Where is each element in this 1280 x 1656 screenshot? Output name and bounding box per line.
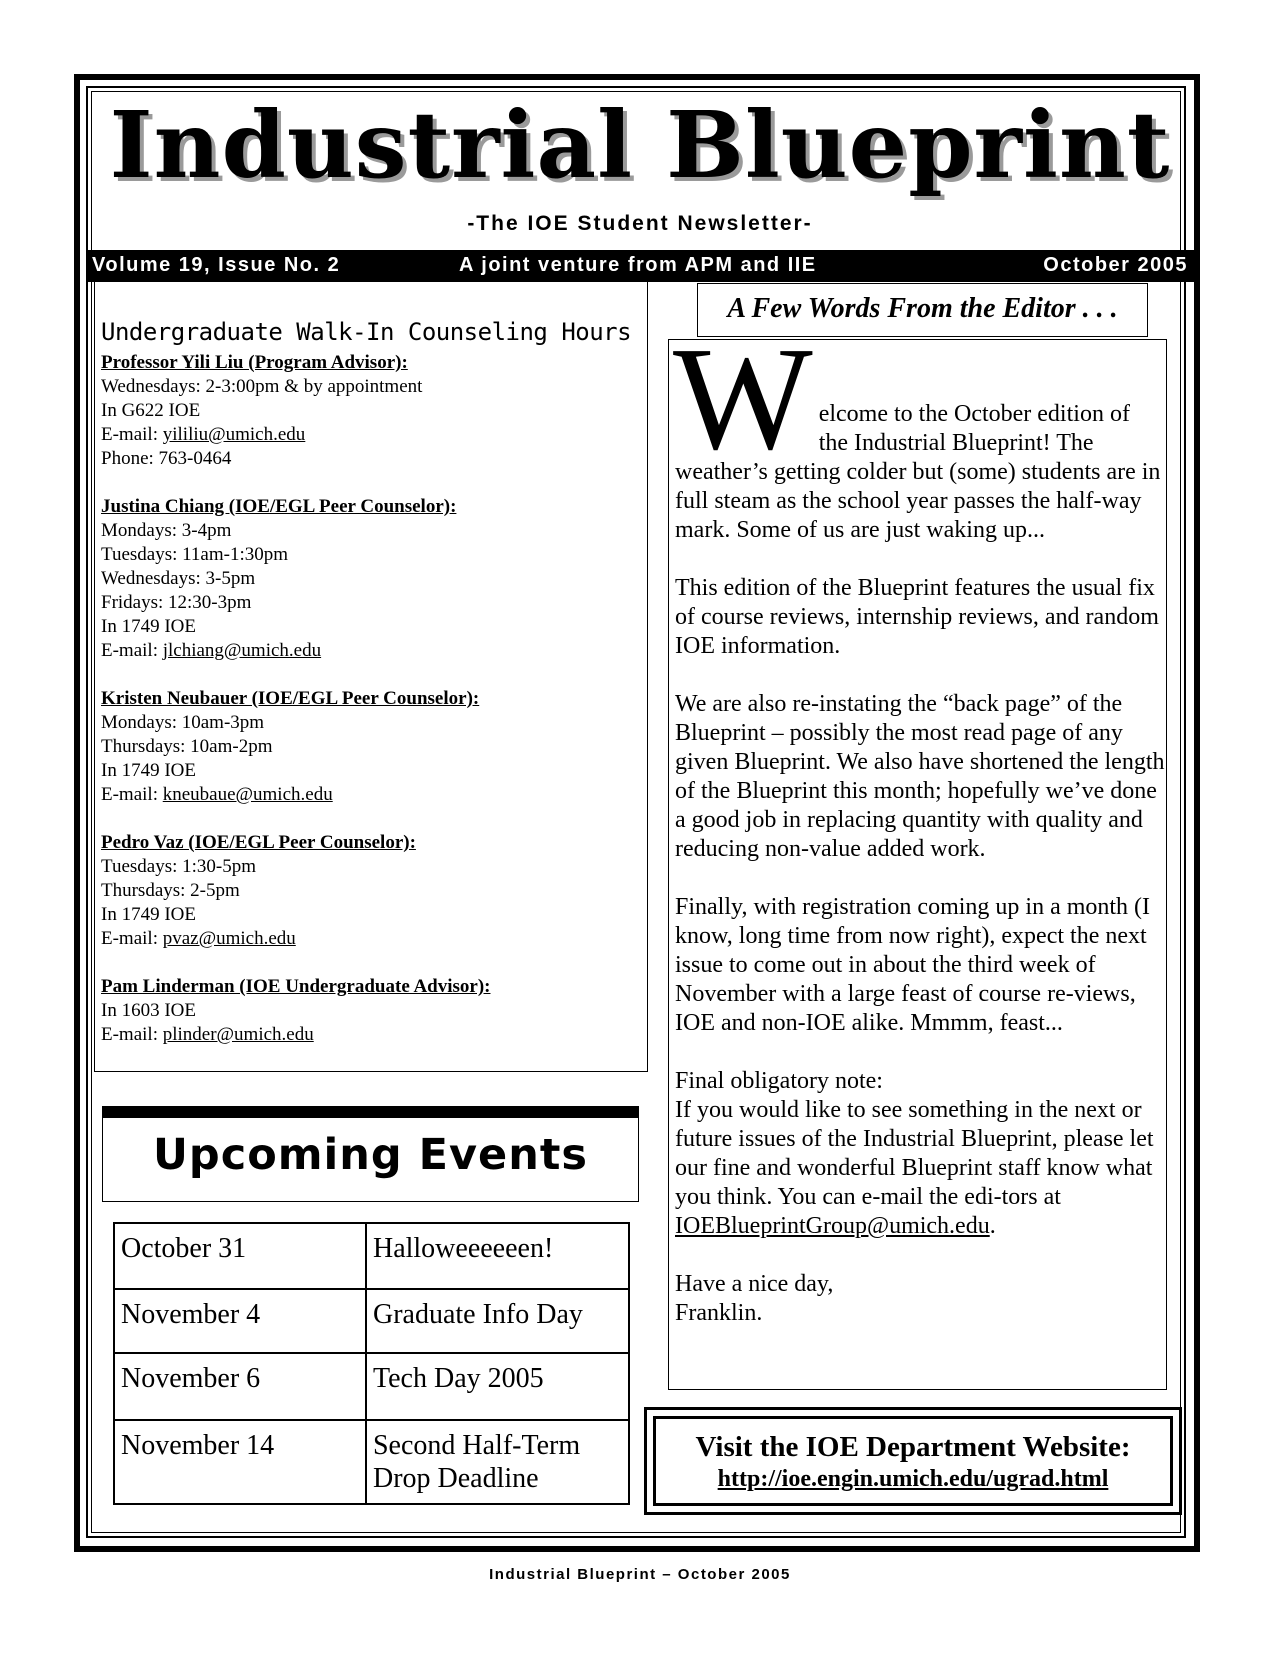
editor-paragraph: Final obligatory note: If you would like to see something in the next or future issues of the Industrial Blueprint, please let our fine and wonderful Blueprint staff know what you think. You can e-mail the edi-tors at IOEBlueprintGroup@umich.edu. [675,1068,1154,1239]
counselor-email-link[interactable]: yililiu@umich.edu [162,424,306,445]
counselor-entry [101,975,491,1047]
counselor-hours: Thursdays: 2-5pm [101,880,240,901]
counseling-title: Undergraduate Walk-In Counseling Hours [101,318,632,346]
newsletter-title: Industrial Blueprint [109,91,1171,199]
table-row [114,1353,629,1420]
issue-venture: A joint venture from APM and IIE [459,254,817,276]
counselor-email-link[interactable]: kneubaue@umich.edu [162,784,333,805]
counselor-name: Justina Chiang (IOE/EGL Peer Counselor): [101,496,457,517]
editor-paragraph: Welcome to the October edition of the Industrial Blueprint! The weather’s getting colder but (some) students are in full steam as the school year passes the half-way mark. Some of us are just waking up... [673,317,1161,543]
editor-heading: A Few Words From the Editor . . . [697,283,1148,337]
editors-email-link[interactable]: IOEBlueprintGroup@umich.edu [675,1213,990,1239]
counselor-name: Pam Linderman (IOE Undergraduate Advisor): [101,976,491,997]
event-date: November 14 [114,1420,366,1504]
counselor-name: Professor Yili Liu (Program Advisor): [101,352,408,373]
counselor-room: In G622 IOE [101,400,201,421]
counselor-name: Pedro Vaz (IOE/EGL Peer Counselor): [101,832,416,853]
event-name: Graduate Info Day [366,1289,629,1353]
issue-date: October 2005 [1043,254,1188,276]
counselor-room: In 1749 IOE [101,616,196,637]
table-row [114,1289,629,1353]
editor-paragraph: This edition of the Blueprint features the usual fix of course reviews, internship reviews, and random IOE information. [675,575,1159,659]
counselor-email-link[interactable]: plinder@umich.edu [162,1024,314,1045]
counselor-email-line: E-mail: jlchiang@umich.edu [101,640,322,661]
table-row [114,1420,629,1504]
issue-bar [86,250,1196,282]
website-title: Visit the IOE Department Website: [695,1431,1131,1463]
counselor-room: In 1749 IOE [101,760,196,781]
table-row [114,1223,629,1289]
event-name: Second Half-Term Drop Deadline [366,1420,629,1504]
event-name: Tech Day 2005 [366,1353,629,1420]
events-header-box [102,1106,639,1202]
counselor-hours: Fridays: 12:30-3pm [101,592,252,613]
event-name: Halloweeeeeen! [366,1223,629,1289]
editor-letter [673,317,1165,1357]
page-footer: Industrial Blueprint – October 2005 [489,1566,791,1583]
counselor-email-line: E-mail: pvaz@umich.edu [101,928,296,949]
drop-cap: W [673,317,813,481]
counselor-hours: Thursdays: 10am-2pm [101,736,273,757]
counselor-entry [101,831,491,951]
event-date: November 4 [114,1289,366,1353]
counselor-name: Kristen Neubauer (IOE/EGL Peer Counselor): [101,688,480,709]
counselor-hours: Wednesdays: 3-5pm [101,568,256,589]
issue-volume: Volume 19, Issue No. 2 [92,254,341,276]
counselor-hours: Tuesdays: 11am-1:30pm [101,544,289,565]
counselor-hours: Mondays: 3-4pm [101,520,232,541]
event-date: November 6 [114,1353,366,1420]
counselor-entry [101,351,491,471]
counselor-room: In 1603 IOE [101,1000,196,1021]
counselor-hours: Mondays: 10am-3pm [101,712,265,733]
counselor-email-line: E-mail: yililiu@umich.edu [101,424,306,445]
editor-closing: Have a nice day, Franklin. [675,1271,834,1326]
newsletter-tagline: -The IOE Student Newsletter- [467,212,813,235]
website-box [653,1416,1173,1506]
counselor-email-line: E-mail: plinder@umich.edu [101,1024,314,1045]
counselor-entry [101,495,491,663]
counselor-room: In 1749 IOE [101,904,196,925]
events-table [113,1222,630,1505]
counselor-email-line: E-mail: kneubaue@umich.edu [101,784,333,805]
counseling-list [101,351,491,1047]
events-title: Upcoming Events [153,1130,588,1180]
counselor-phone: Phone: 763-0464 [101,448,232,469]
counselor-hours: Tuesdays: 1:30-5pm [101,856,257,877]
event-date: October 31 [114,1223,366,1289]
counselor-email-link[interactable]: pvaz@umich.edu [162,928,296,949]
website-link[interactable]: http://ioe.engin.umich.edu/ugrad.html [717,1466,1109,1492]
counselor-email-link[interactable]: jlchiang@umich.edu [162,640,322,661]
counselor-hours: Wednesdays: 2-3:00pm & by appointment [101,376,423,397]
editor-paragraph: Finally, with registration coming up in a month (I know, long time from now right), expect the next issue to come out in about the third week of November with a large feast of course re-views, IOE and non-IOE alike. Mmmm, feast... [675,894,1151,1036]
counselor-entry [101,687,491,807]
editor-paragraph: We are also re-instating the “back page” of the Blueprint – possibly the most read page of any given Blueprint. We also have shortened the length of the Blueprint this month; hopefully we’ve done a good job in replacing quantity with quality and reducing non-value added work. [675,691,1165,862]
